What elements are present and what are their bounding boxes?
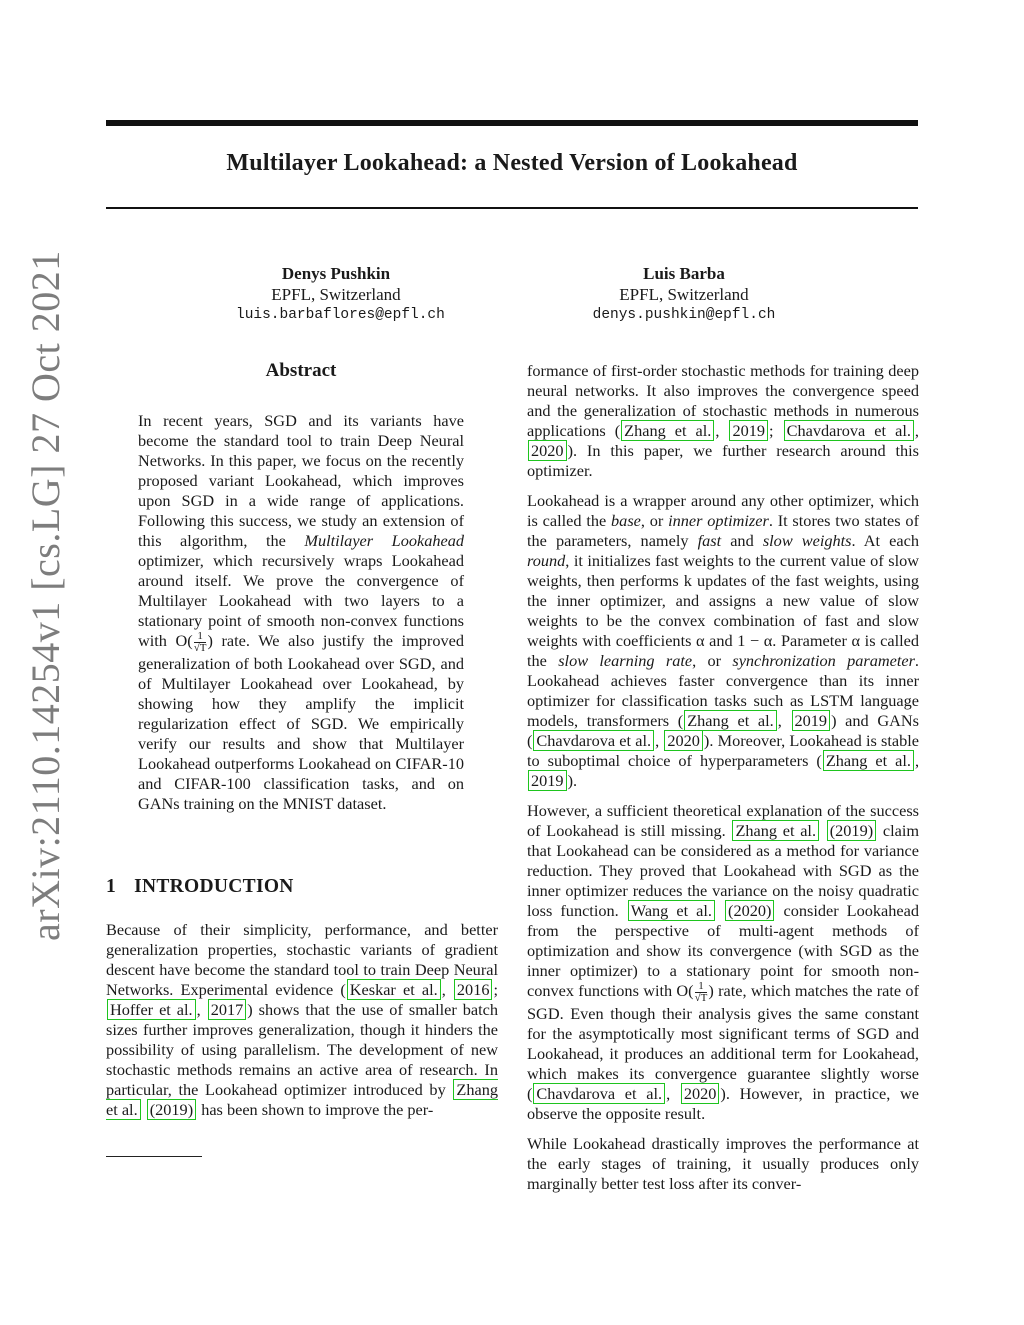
- paragraph: Lookahead is a wrapper around any other optimizer, which is called the base, or inner optimizer. It stores two states of the parameters, namely fast and slow weights. At each round, it initializes fast weights to the current value of slow weights, then performs k updates of the fast weights, using the inner optimizer, and assigns a new value of slow weights to be the convex combination of fast and slow weights with coefficients α and 1 − α. Parameter α is called the slow learning rate, or synchronization parameter. Lookahead achieves faster convergence than its inner optimizer for classification tasks such as LSTM language models, transformers ( Zhang et al. , 2019 ) and GANs ( Chavdarova et al. , 2020 ). Moreover, Lookahead is stable to suboptimal choice of hyperparameters ( Zhang et al. , 2019 ).: [527, 491, 920, 790]
- citation-link[interactable]: 2016: [454, 979, 493, 1000]
- title-bottom-rule: [106, 207, 918, 209]
- author-2-affiliation: EPFL, Switzerland: [619, 285, 749, 304]
- citation-link[interactable]: (2019): [147, 1099, 196, 1120]
- citation-link[interactable]: 2020: [528, 440, 567, 461]
- paper-title: Multilayer Lookahead: a Nested Version of Lookahead: [226, 150, 798, 176]
- paragraph: While Lookahead drastically improves the performance at the early stages of training, it usually produces only marginally better test loss after its conver-: [527, 1134, 919, 1193]
- title-top-rule: [106, 120, 918, 126]
- citation-link[interactable]: Zhang et al.: [684, 710, 777, 731]
- author-2: [584, 263, 784, 326]
- right-column: [527, 361, 919, 1204]
- citation-link[interactable]: Wang et al.: [628, 900, 715, 921]
- citation-link[interactable]: Zhang et al.: [106, 1080, 498, 1119]
- citation-link[interactable]: 2019: [792, 710, 831, 731]
- citation-link[interactable]: Chavdarova et al.: [784, 420, 914, 441]
- citation-link[interactable]: (2019): [827, 820, 876, 841]
- author-2-name: Luis Barba: [643, 264, 725, 283]
- citation-link[interactable]: (2020): [725, 900, 774, 921]
- fraction: $\frac{1}{√T}$: [694, 980, 708, 1004]
- author-2-email[interactable]: denys.pushkin@epfl.ch: [592, 307, 776, 323]
- section-heading: 1 INTRODUCTION: [106, 876, 294, 897]
- author-1: [236, 263, 445, 326]
- citation-link[interactable]: 2020: [664, 730, 703, 751]
- citation-link[interactable]: Chavdarova et al.: [533, 1083, 665, 1104]
- paragraph: However, a sufficient theoretical explanation of the success of Lookahead is still missing. Zhang et al. (2019) claim that Lookahead can be considered as a method for variance reduction. They proved that Lookahead with SGD as the inner optimizer reduces the variance on the noisy quadratic loss function. Wang et al. (2020) consider Lookahead from the perspective of multi-agent methods of optimization and show its convergence (with SGD as the inner optimizer) to a stationary point for smooth non-convex functions with O( $\frac{1}{√T}$ ) rate, which matches the rate of SGD. Even though their analysis gives the same constant for the asymptotically most significant terms of SGD and Lookahead, it produces an additional term for Lookahead, which makes its convergence guarantee slightly worse ( Chavdarova et al. , 2020 ). However, in practice, we observe the opposite result.: [527, 801, 920, 1123]
- citation-link[interactable]: 2019: [528, 770, 567, 791]
- arxiv-side-identifier: arXiv:2110.14254v1 [cs.LG] 27 Oct 2021: [23, 250, 68, 941]
- author-1-affiliation: EPFL, Switzerland: [271, 285, 401, 304]
- citation-link[interactable]: Zhang et al.: [621, 420, 714, 441]
- footnote-rule: [106, 1156, 202, 1157]
- fraction: $\frac{1}{√T}$: [193, 630, 207, 654]
- paragraph: formance of first-order stochastic methods for training deep neural networks. It also improves the convergence speed and the generalization of stochastic methods in numerous applications ( Zhang et al. , 2019 ; Chavdarova et al. , 2020 ). In this paper, we further research around this optimizer.: [527, 361, 919, 480]
- citation-link[interactable]: Keskar et al.: [347, 979, 441, 1000]
- citation-link[interactable]: Chavdarova et al.: [533, 730, 654, 751]
- abstract-heading: Abstract: [265, 360, 337, 381]
- citation-link[interactable]: Hoffer et al.: [107, 999, 196, 1020]
- citation-link[interactable]: 2019: [729, 420, 768, 441]
- citation-link[interactable]: 2017: [208, 999, 247, 1020]
- author-1-email[interactable]: luis.barbaflores@epfl.ch: [236, 307, 445, 323]
- citation-link[interactable]: 2020: [681, 1083, 720, 1104]
- citation-link[interactable]: Zhang et al.: [823, 750, 914, 771]
- abstract-body: In recent years, SGD and its variants have become the standard tool to train Deep Neural Networks. In this paper, we focus on the recently proposed variant Lookahead, which improves upon SGD in a wide range of applications. Following this success, we study an extension of this algorithm, the Multilayer Lookahead optimizer, which recursively wraps Lookahead around itself. We prove the convergence of Multilayer Lookahead with two layers to a stationary point of smooth non-convex functions with O( $\frac{1}{√T}$ ) rate. We also justify the improved generalization of both Lookahead over SGD, and of Multilayer Lookahead over Lookahead, by showing how they amplify the implicit regularization effect of SGD. We empirically verify our results and show that Multilayer Lookahead outperforms Lookahead on CIFAR-10 and CIFAR-100 classification tasks, and on GANs training on the MNIST dataset.: [138, 411, 464, 813]
- intro-paragraph: Because of their simplicity, performance, and better generalization properties, stochastic variants of gradient descent have become the standard tool to train Deep Neural Networks. Experimental evidence ( Keskar et al. , 2016 ; Hoffer et al. , 2017 ) shows that the use of smaller batch sizes further improves generalization, though it hinders the possibility of using parallelism. The development of new stochastic methods remains an active area of research. In particular, the Lookahead optimizer introduced by Zhang et al. (2019) has been shown to improve the per-: [106, 920, 499, 1119]
- citation-link[interactable]: Zhang et al.: [732, 820, 819, 841]
- author-1-name: Denys Pushkin: [281, 264, 391, 283]
